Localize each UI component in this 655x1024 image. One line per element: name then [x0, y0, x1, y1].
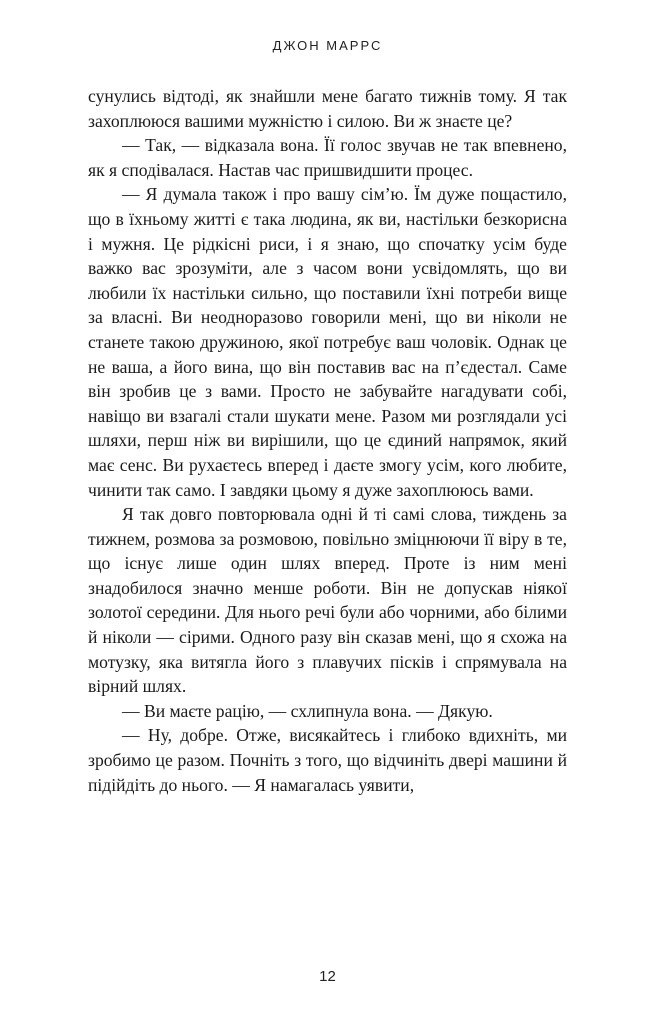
paragraph-dialogue: — Так, — відказала вона. Її голос звучав не так впевнено, як я сподівалася. Настав час пришвидшити процес.: [88, 135, 567, 180]
running-head-author: ДЖОН МАРРС: [272, 38, 383, 53]
paragraph-monologue: — Я думала також і про вашу сім’ю. Їм дуже пощастило, що в їхньому житті є така людина, як ви, настільки безкорисна і мужня. Це рідкісні риси, і я знаю, що спочатку усім буде важко вас зрозуміти, але з часом вони усвідомлять, що ви любили їх настільки сильно, що поставили їхні потреби вище за власні. Ви неодноразово говорили мені, що ви ніколи не станете такою дружиною, якої потребує ваш чоловік. Однак це не ваша, а його вина, що він поставив вас на п’єдестал. Саме він зробив це з вами. Просто не забувайте нагадувати собі, навіщо ви взагалі стали шукати мене. Разом ми розглядали усі шляхи, перш ніж ви вирішили, що це єдиний напрямок, який має сенс. Ви рухаєтесь вперед і даєте змогу усім, кого любите, чинити так само. І завдяки цьому я дуже захоплююсь вами.: [88, 184, 567, 500]
paragraph-dialogue: — Ви маєте рацію, — схлипнула вона. — Дякую.: [122, 700, 493, 721]
paragraph-narration: Я так довго повторювала одні й ті самі слова, тиждень за тижнем, розмова за розмовою, повільно зміцнюючи її віру в те, що існує лише один шлях вперед. Проте із ним мені знадобилося значно менше роботи. Він не допускав ніякої золотої середини. Для нього речі були або чорними, або білими й ніколи — сірими. Одного разу він сказав мені, що я схожа на мотузку, яка витягла його з плавучих пісків і спрямувала на вірний шлях.: [88, 504, 567, 697]
body-text: [88, 84, 567, 797]
paragraph-continuation: сунулись відтоді, як знайшли мене багато тижнів тому. Я так захоплююся вашими мужністю і силою. Ви ж знаєте це?: [88, 86, 567, 131]
paragraph-dialogue: — Ну, добре. Отже, висякайтесь і глибоко вдихніть, ми зробимо це разом. Почніть з того, що відчиніть двері машини й підійдіть до нього. — Я намагалась уявити,: [88, 725, 567, 795]
page-number: 12: [319, 968, 336, 985]
